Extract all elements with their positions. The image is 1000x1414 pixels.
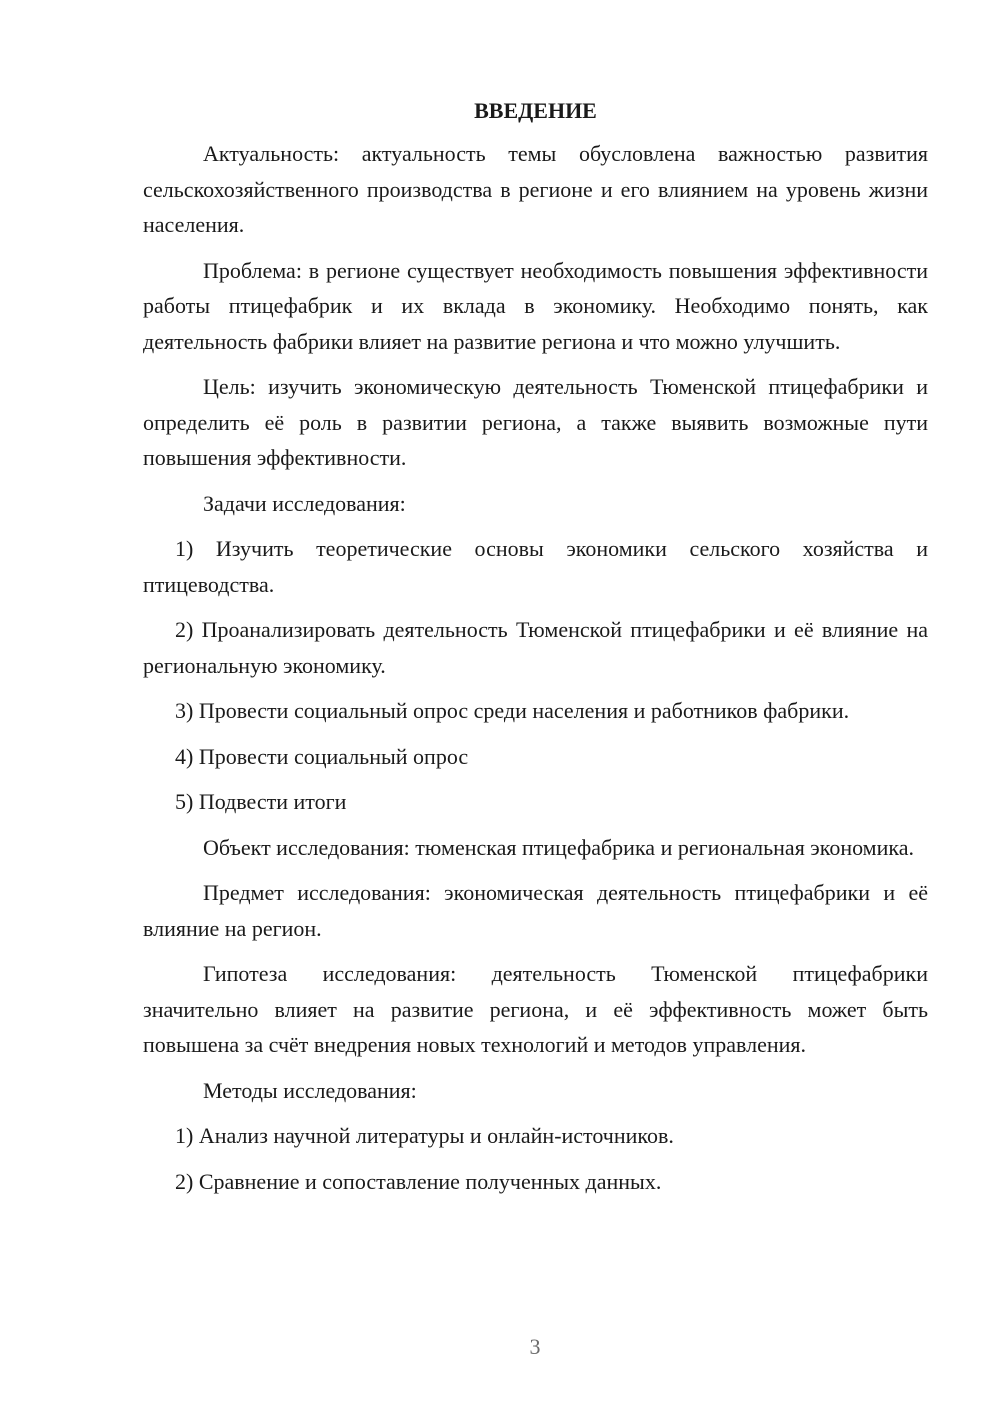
paragraph-goal: Цель: изучить экономическую деятельность Тюменской птицефабрики и определить её роль в развитии региона, а также выявить возможные пути повышения эффективности. [143,374,928,470]
paragraph-problem: Проблема: в регионе существует необходимость повышения эффективности работы птицефабрик и их вклада в экономику. Необходимо понять, как деятельность фабрики влияет на развитие региона и что можно улучшить. [143,257,928,354]
list-item-task-2: 2) Проанализировать деятельность Тюменской птицефабрики и её влияние на региональную экономику. [143,617,928,678]
paragraph-subject: Предмет исследования: экономическая деятельность птицефабрики и её влияние на регион. [143,880,928,941]
list-item-task-1: 1) Изучить теоретические основы экономики сельского хозяйства и птицеводства. [143,536,928,597]
page-number: 3 [529,1334,541,1359]
document-body [143,96,928,1209]
list-item-method-1: 1) Анализ научной литературы и онлайн-источников. [175,1123,674,1148]
paragraph-object: Объект исследования: тюменская птицефабрика и региональная экономика. [203,834,914,860]
list-item-task-3: 3) Провести социальный опрос среди населения и работников фабрики. [175,698,850,723]
paragraph-methods-heading: Методы исследования: [203,1077,417,1103]
paragraph-tasks-heading: Задачи исследования: [203,490,406,516]
list-item-task-4: 4) Провести социальный опрос [175,743,469,769]
list-item-task-5: 5) Подвести итоги [175,789,347,814]
list-item-method-2: 2) Сравнение и сопоставление полученных данных. [175,1168,662,1194]
section-title: ВВЕДЕНИЕ [474,98,597,123]
paragraph-relevance: Актуальность: актуальность темы обусловлена важностью развития сельскохозяйственного производства в регионе и его влиянием на уровень жизни населения. [143,141,928,237]
paragraph-hypothesis: Гипотеза исследования: деятельность Тюменской птицефабрики значительно влияет на развитие региона, и её эффективность может быть повышена за счёт внедрения новых технологий и методов управления. [143,961,928,1057]
